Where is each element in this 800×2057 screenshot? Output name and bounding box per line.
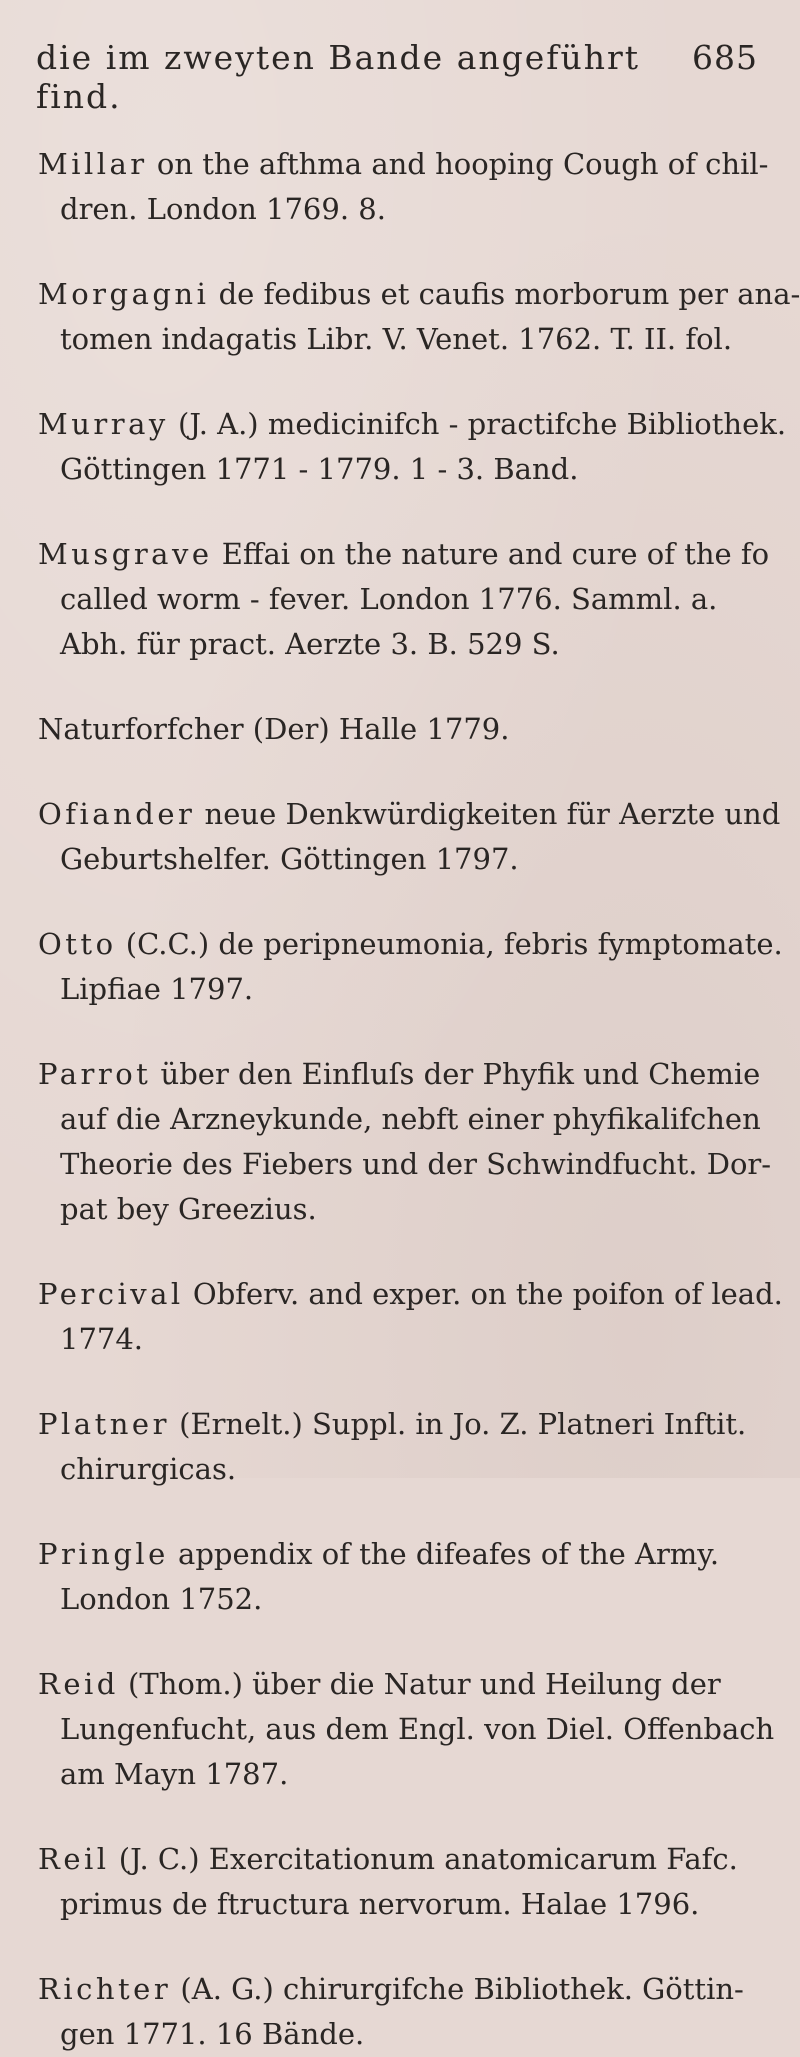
bibliography-entry (36, 1662, 775, 1797)
entry-author: Pringle (38, 1537, 169, 1571)
entry-first-line (36, 402, 787, 447)
running-head (36, 38, 770, 116)
bibliography-entry (36, 707, 770, 752)
bibliography-list (36, 142, 800, 2057)
entry-text: neue Denkwürdigkeiten für Aerzte und (195, 797, 781, 831)
entry-continuation-line: dren. London 1769. 8. (60, 192, 386, 226)
entry-first-line (36, 1272, 783, 1317)
entry-continuation-line: London 1752. (60, 1582, 263, 1616)
entry-continuation-line: tomen indagatis Libr. V. Venet. 1762. T. II. fol. (60, 322, 733, 356)
entry-first-line (36, 1662, 770, 1707)
entry-continuation-line: Göttingen 1771 - 1779. 1 - 3. Band. (60, 452, 579, 486)
entry-author: Platner (38, 1407, 170, 1441)
entry-first-line (36, 1837, 770, 1882)
entry-author: Ofiander (38, 797, 196, 831)
entry-text: über den Einfluſs der Phyfik und Chemie (151, 1057, 761, 1091)
entry-continuation-line: gen 1771. 16 Bände. (60, 2017, 365, 2051)
entry-author: Musgrave (38, 537, 213, 571)
entry-text: (J. C.) Exercitationum anatomicarum Fafc. (109, 1842, 738, 1876)
entry-continuation-line: primus de ftructura nervorum. Halae 1796. (60, 1887, 700, 1921)
bibliography-entry (36, 272, 800, 362)
entry-author: Murray (38, 407, 169, 441)
bibliography-entry (36, 1532, 770, 1622)
bibliography-entry (36, 402, 787, 492)
entry-continuation-line: Lungenfucht, aus dem Engl. von Diel. Offenbach (60, 1712, 775, 1746)
entry-author: Richter (38, 1972, 172, 2006)
page-number: 685 (692, 38, 758, 77)
entry-text: appendix of the difeafes of the Army. (168, 1537, 720, 1571)
entry-author: Reid (38, 1667, 119, 1701)
entry-text: (Thom.) über die Natur und Heilung der (118, 1667, 721, 1701)
entry-first-line (36, 142, 770, 187)
entry-continuation-line: Theorie des Fiebers und der Schwindfucht. Dor- (60, 1147, 772, 1181)
bibliography-entry (36, 1052, 770, 1232)
entry-continuation-line: called worm - fever. London 1776. Samml. a. (60, 582, 718, 616)
bibliography-entry (36, 1272, 783, 1362)
entry-text: (Ernelt.) Suppl. in Jo. Z. Platneri Inftit. (169, 1407, 747, 1441)
entry-text: (A. G.) chirurgifche Bibliothek. Göttin- (171, 1972, 744, 2006)
entry-continuation-line: Abh. für pract. Aerzte 3. B. 529 S. (60, 627, 560, 661)
entry-text: Obferv. and exper. on the poifon of lead. (183, 1277, 783, 1311)
entry-text: de fedibus et caufis morborum per ana- (209, 277, 800, 311)
entry-text: Effai on the nature and cure of the fo (212, 537, 770, 571)
bibliography-entry (36, 142, 770, 232)
bibliography-entry (36, 1837, 770, 1927)
bibliography-entry (36, 1967, 770, 2057)
entry-text: on the afthma and hooping Cough of chil- (147, 147, 769, 181)
entry-continuation-line: chirurgicas. (60, 1452, 237, 1486)
entry-first-line (36, 1052, 770, 1097)
entry-author: Millar (38, 147, 148, 181)
bibliography-entry (36, 792, 781, 882)
entry-author: Percival (38, 1277, 184, 1311)
entry-first-line (36, 1402, 770, 1447)
entry-continuation-line: 1774. (60, 1322, 144, 1356)
entry-text: (C.C.) de peripneumonia, febris fymptomate. (116, 927, 783, 961)
entry-author: Otto (38, 927, 117, 961)
bibliography-entry (36, 922, 783, 1012)
entry-continuation-line: am Mayn 1787. (60, 1757, 289, 1791)
entry-first-line (36, 532, 770, 577)
bibliography-entry (36, 532, 770, 667)
entry-first-line (36, 1967, 770, 2012)
entry-continuation-line: Geburtshelfer. Göttingen 1797. (60, 842, 519, 876)
entry-first-line (36, 272, 800, 317)
entry-first-line (36, 922, 783, 967)
entry-author: Morgagni (38, 277, 210, 311)
entry-first-line: Naturforfcher (Der) Halle 1779. (38, 712, 510, 746)
entry-text: (J. A.) medicinifch - practifche Bibliothek. (168, 407, 787, 441)
entry-first-line (36, 792, 781, 837)
running-head-text: die im zweyten Bande angeführt find. (36, 38, 641, 116)
entry-author: Parrot (38, 1057, 152, 1091)
entry-continuation-line: Lipfiae 1797. (60, 972, 254, 1006)
bibliography-entry (36, 1402, 770, 1492)
entry-continuation-line: pat bey Greezius. (60, 1192, 317, 1226)
entry-first-line (36, 1532, 770, 1577)
entry-continuation-line: auf die Arzneykunde, nebft einer phyfikalifchen (60, 1102, 761, 1136)
entry-author: Reil (38, 1842, 110, 1876)
